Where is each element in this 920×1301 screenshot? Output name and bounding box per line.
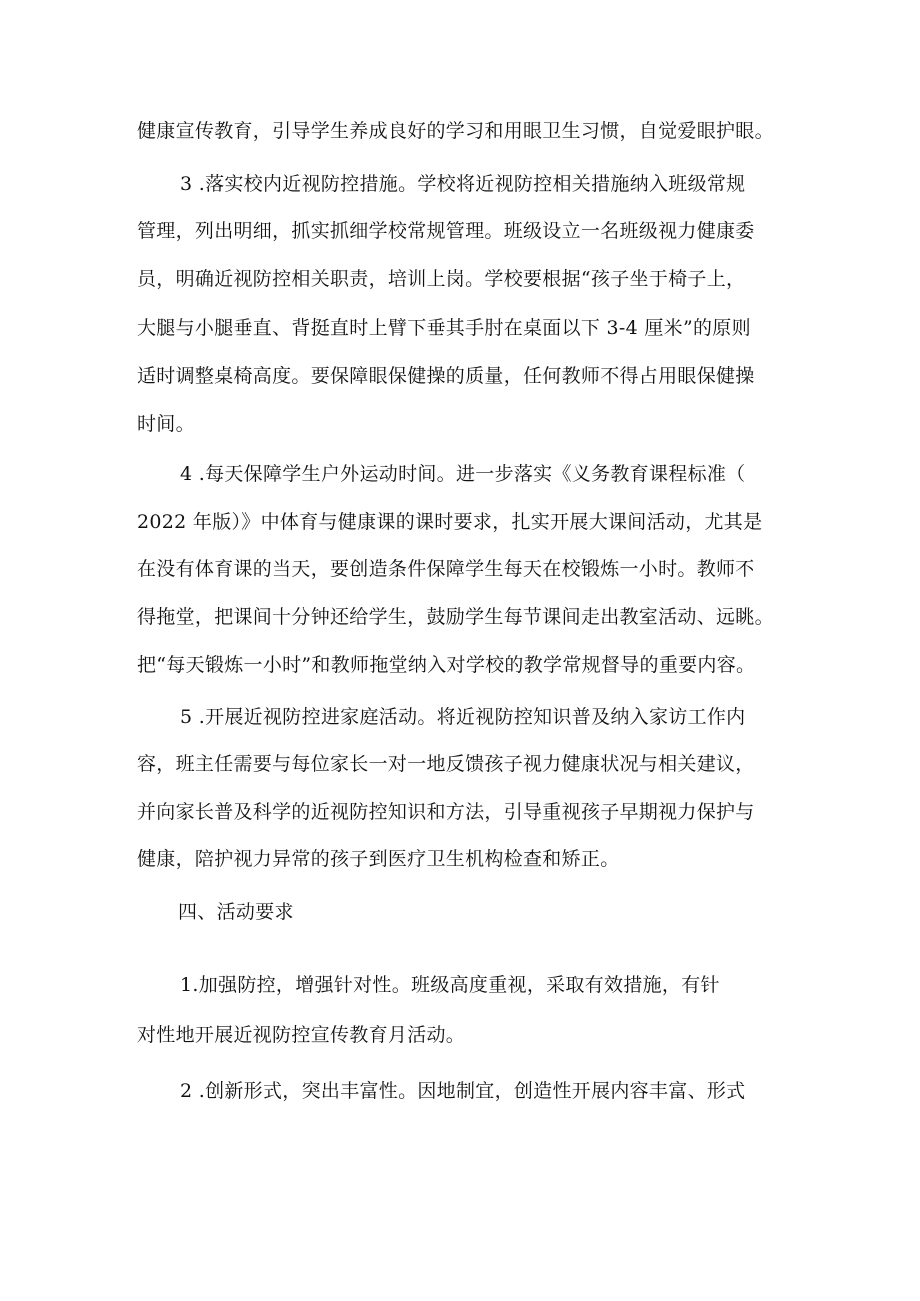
text-line-6: 适时调整桌椅高度。要保障眼保健操的质量，任何教师不得占用眼保健操	[137, 365, 755, 387]
text-line-5: 大腿与小腿垂直、背挺直时上臂下垂其手肘在桌面以下 3-4 厘米”的原则	[137, 317, 751, 339]
text-line-18: 1.加强防控，增强针对性。班级高度重视，采取有效措施，有针	[180, 974, 720, 996]
text-line-2: 3 .落实校内近视防控措施。学校将近视防控相关措施纳入班级常规	[180, 173, 746, 195]
text-line-14: 容，班主任需要与每位家长一对一地反馈孩子视力健康状况与相关建议，	[137, 753, 755, 775]
text-line-9: 2022 年版）》中体育与健康课的课时要求，扎实开展大课间活动，尤其是	[137, 511, 763, 533]
text-line-15: 并向家长普及科学的近视防控知识和方法，引导重视孩子早期视力保护与	[137, 801, 755, 823]
text-line-3: 管理，列出明细，抓实抓细学校常规管理。班级设立一名班级视力健康委	[137, 220, 755, 242]
text-line-11: 得拖堂，把课间十分钟还给学生，鼓励学生每节课间走出教室活动、远眺。	[137, 606, 774, 628]
text-line-13: 5 .开展近视防控进家庭活动。将近视防控知识普及纳入家访工作内	[180, 706, 746, 728]
section-heading: 四、活动要求	[178, 901, 294, 923]
text-line-20: 2 .创新形式，突出丰富性。因地制宜，创造性开展内容丰富、形式	[180, 1080, 746, 1102]
text-line-16: 健康，陪护视力异常的孩子到医疗卫生机构检查和矫正。	[137, 848, 620, 870]
text-line-1: 健康宣传教育，引导学生养成良好的学习和用眼卫生习惯，自觉爱眼护眼。	[137, 120, 774, 142]
text-line-12: 把“每天锻炼一小时”和教师拖堂纳入对学校的教学常规督导的重要内容。	[137, 654, 756, 676]
text-line-10: 在没有体育课的当天，要创造条件保障学生每天在校锻炼一小时。教师不	[137, 558, 755, 580]
text-line-19: 对性地开展近视防控宣传教育月活动。	[137, 1024, 466, 1046]
text-line-7: 时间。	[137, 413, 195, 435]
text-line-4: 员，明确近视防控相关职责，培训上岗。学校要根据“孩子坐于椅子上，	[137, 268, 746, 290]
text-line-8: 4 .每天保障学生户外运动时间。进一步落实《义务教育课程标准（	[180, 463, 746, 485]
